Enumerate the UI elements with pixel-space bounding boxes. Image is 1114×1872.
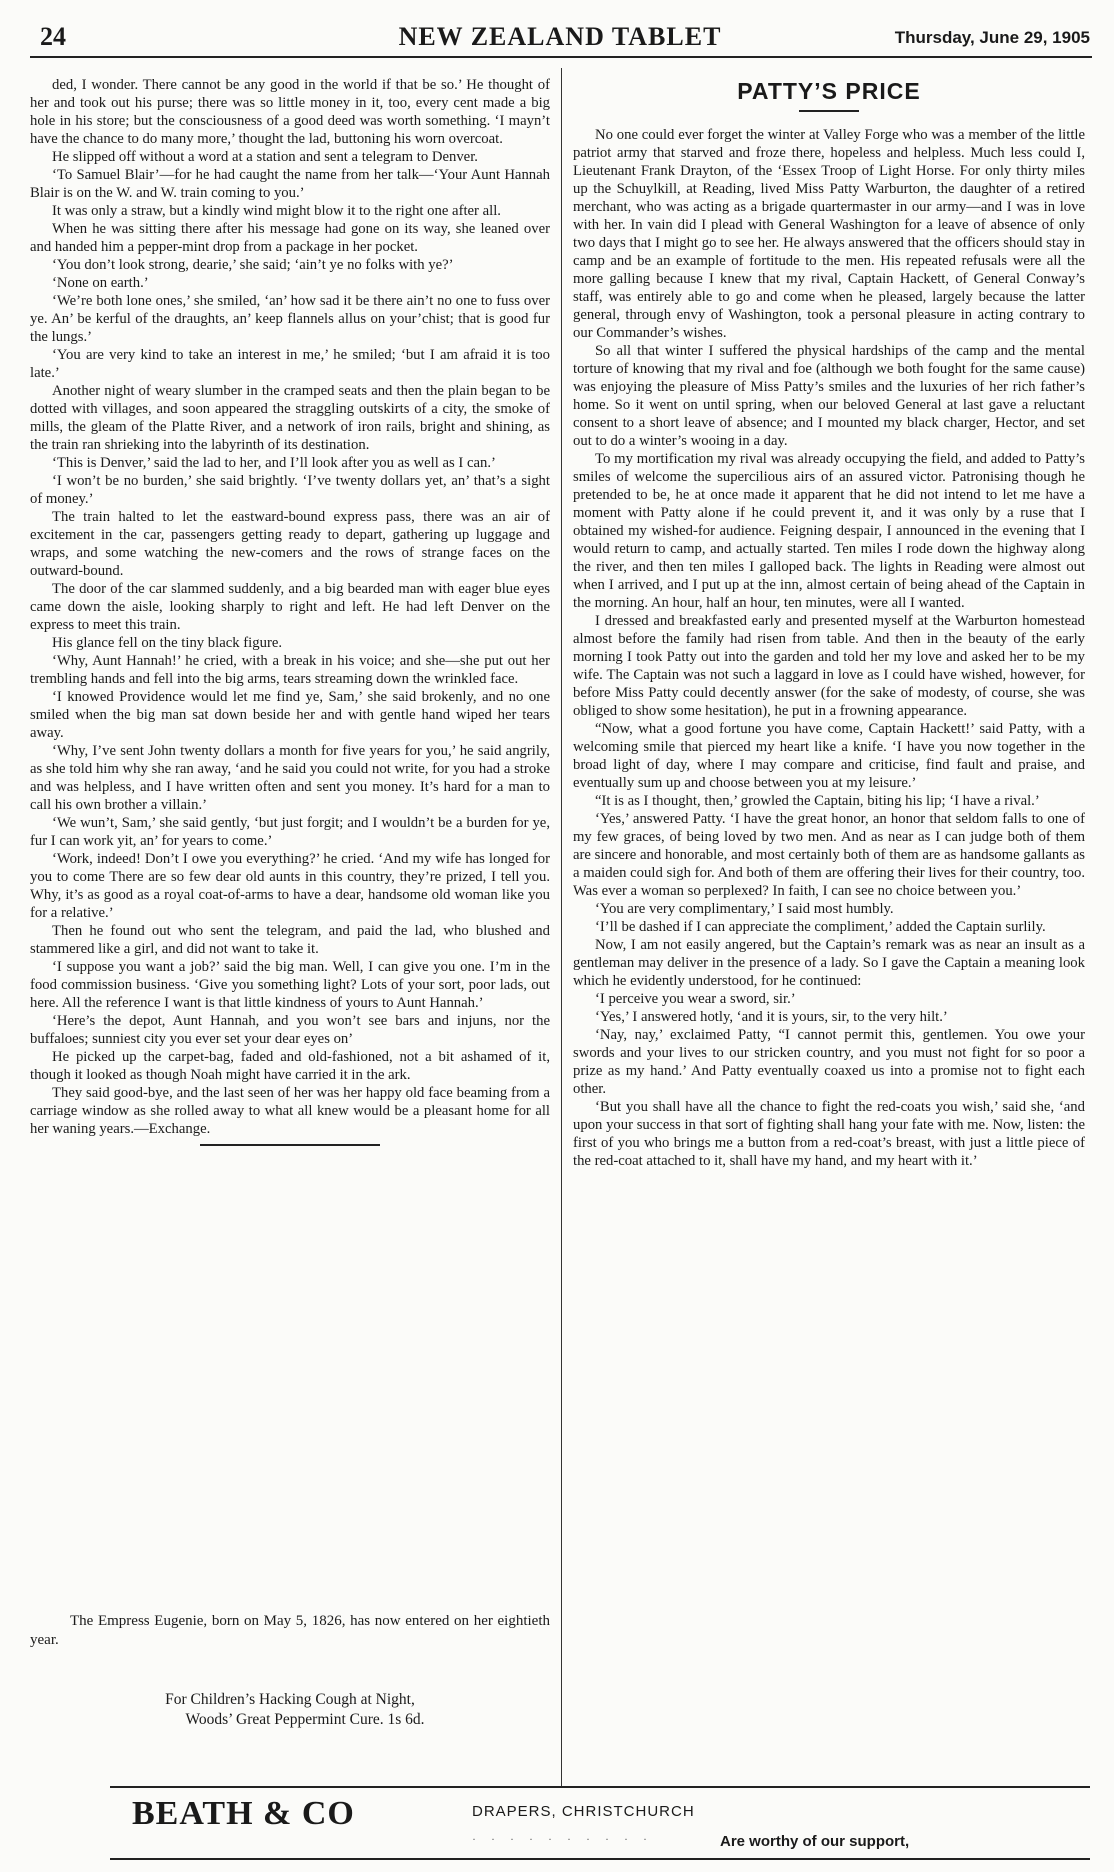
story-paragraph: ‘I won’t be no burden,’ she said brightly. ‘I’ve twenty dollars yet, an’ that’s a sight of money.’ — [30, 473, 550, 507]
issue-date: Thursday, June 29, 1905 — [894, 28, 1090, 47]
story-paragraph: The door of the car slammed suddenly, and a big bearded man with eager blue eyes came down the aisle, looking sharply to right and left. He had left Denver on the express to meet this train. — [30, 581, 550, 633]
story-paragraph: It was only a straw, but a kindly wind might blow it to the right one after all. — [52, 203, 501, 219]
advert-line-1: For Children’s Hacking Cough at Night, — [165, 1691, 415, 1708]
story-paragraph: ‘Here’s the depot, Aunt Hannah, and you won’t see bars and injuns, nor the buffaloes; sunniest city you ever set your dear eyes on’ — [30, 1013, 550, 1047]
story-paragraph: To my mortification my rival was already occupying the field, and added to Patty’s smiles of welcome the supercilious airs of an assured victor. Patronising though he pretended to be, he at once made it apparent that he did not intend to let me have a moment with Patty alone if he could prevent it, and it was only by a ruse that I obtained my wished-for audience. Feigning despair, I announced in the evening that I would return to camp, and actually started. Ten miles I rode down the highway along the river, and then ten miles I galloped back. The lights in Reading were almost out when I arrived, and I put up at the inn, almost certain of being ahead of the Captain in the morning. An hour, half an hour, ten minutes, were all I wanted. — [573, 451, 1085, 611]
advert-dots: · · · · · · · · · · — [472, 1832, 653, 1846]
story-paragraph: ‘Nay, nay,’ exclaimed Patty, “I cannot permit this, gentlemen. You owe your swords and your lives to our stricken country, and you must not fight for so poor a prize as my hand.’ And Patty eventually coaxed us into a promise not to fight each other. — [573, 1027, 1085, 1097]
story-paragraph: I dressed and breakfasted early and presented myself at the Warburton homestead almost before the family had risen from table. And then in the beauty of the early morning I took Patty out into the garden and told her my love and asked her to be my wife. The Captain was not such a laggard in love as I could have wished, however, for before Miss Patty could decently answer (for the sake of modesty, of course, she was obliged to show some hesitation), he put in a frowning appearance. — [573, 613, 1085, 719]
advert-top-rule — [110, 1786, 1090, 1788]
right-story-body — [573, 126, 1085, 1170]
page-number: 24 — [40, 22, 66, 51]
cough-cure-advert — [30, 1690, 550, 1730]
story-paragraph: “Now, what a good fortune you have come, Captain Hackett!’ said Patty, with a welcoming smile that pierced my heart like a knife. ‘I have you now together in the broad light of day, where I may compare and criticise, find fault and praise, and eventually sum up and choose between you at my leisure.’ — [573, 721, 1085, 791]
advert-location: DRAPERS, CHRISTCHURCH — [472, 1803, 695, 1820]
advert-brand: BEATH & CO — [132, 1795, 355, 1832]
story-paragraph: ‘Why, Aunt Hannah!’ he cried, with a break in his voice; and she—she put out her trembling hands and fell into the big arms, tears streaming down the wrinkled face. — [30, 653, 550, 687]
column-divider — [561, 68, 562, 1788]
left-column — [30, 76, 550, 1596]
story-paragraph: His glance fell on the tiny black figure. — [52, 635, 283, 651]
story-paragraph: ‘You are very complimentary,’ I said most humbly. — [595, 901, 894, 917]
story-paragraph: ‘This is Denver,’ said the lad to her, and I’ll look after you as well as I can.’ — [52, 455, 496, 471]
story-title: PATTY’S PRICE — [737, 78, 921, 104]
story-paragraph: He picked up the carpet-bag, faded and old-fashioned, not a bit ashamed of it, though it looked as though Noah might have carried it in the ark. — [30, 1049, 550, 1083]
title-rule — [799, 110, 859, 112]
story-paragraph: ‘Yes,’ answered Patty. ‘I have the great honor, an honor that seldom falls to one of my few graces, of being loved by two men. And as near as I can judge both of them are sincere and honorable, and most certainly both of them are as handsome gallants as a maiden could sigh for. And both of them are offering their lives for their country, too. Was ever a woman so perplexed? In faith, I can see no choice between you.’ — [573, 811, 1085, 899]
story-paragraph: He slipped off without a word at a station and sent a telegram to Denver. — [52, 149, 478, 165]
advert-line-2: Woods’ Great Peppermint Cure. 1s 6d. — [185, 1711, 425, 1728]
story-paragraph: ‘I perceive you wear a sword, sir.’ — [595, 991, 796, 1007]
left-story-body — [30, 76, 550, 1138]
news-note — [30, 1612, 550, 1650]
page-header — [30, 22, 1090, 54]
advert-bottom-rule — [110, 1858, 1090, 1860]
story-paragraph: Now, I am not easily angered, but the Captain’s remark was as near an insult as a gentleman may deliver in the presence of a lady. So I gave the Captain a meaning look which he evidently understood, for he continued: — [573, 937, 1085, 989]
story-paragraph: ‘Yes,’ I answered hotly, ‘and it is yours, sir, to the very hilt.’ — [595, 1009, 948, 1025]
story-paragraph: ‘We’re both lone ones,’ she smiled, ‘an’ how sad it be there ain’t no one to fuss over ye. An’ be kerful of the draughts, an’ keep flannels allus on your’chist; that is good fur the lungs.’ — [30, 293, 550, 345]
story-paragraph: ‘You are very kind to take an interest in me,’ he smiled; ‘but I am afraid it is too late.’ — [30, 347, 550, 381]
right-column — [573, 76, 1085, 1772]
newspaper-title: NEW ZEALAND TABLET — [398, 22, 722, 51]
story-paragraph: ‘I suppose you want a job?’ said the big man. Well, I can give you one. I’m in the food commission business. ‘Give you something light? Lots of your sort, poor lads, out here. All the reference I want is that little kindness of yours to Aunt Hannah.’ — [30, 959, 550, 1011]
header-rule — [30, 56, 1092, 58]
story-paragraph: They said good-bye, and the last seen of her was her happy old face beaming from a carriage window as she rolled away to what all knew would be a pleasant home for all her waning years.—Exchange. — [30, 1085, 550, 1137]
story-paragraph: ‘You don’t look strong, dearie,’ she said; ‘ain’t ye no folks with ye?’ — [52, 257, 454, 273]
story-paragraph: Another night of weary slumber in the cramped seats and then the plain began to be dotted with villages, and soon appeared the straggling outskirts of a city, the smoke of mills, the gleam of the Platte River, and a network of iron rails, bright and shining, as the train ran shrieking into the labyrinth of its destination. — [30, 383, 550, 453]
story-paragraph: ‘To Samuel Blair’—for he had caught the name from her talk—‘Your Aunt Hannah Blair is on the W. and W. train coming to you.’ — [30, 167, 550, 201]
story-paragraph: ‘Why, I’ve sent John twenty dollars a month for five years for you,’ he said angrily, as she told him why she ran away, ‘and he said you could not write, for you had a stroke and was helpless, and I have written often and sent you money. It’s hard for a man to call his own brother a villain.’ — [30, 743, 550, 813]
story-paragraph: ‘I knowed Providence would let me find ye, Sam,’ she said brokenly, and no one smiled when the big man sat down beside her and with gentle hand wiped her tears away. — [30, 689, 550, 741]
story-paragraph: So all that winter I suffered the physical hardships of the camp and the mental torture of knowing that my rival and foe (although we both fought for the same cause) was enjoying the pleasure of Miss Patty’s smiles and the luxuries of her rich father’s home. So it went on until spring, when our beloved General at last gave a reluctant consent to a short leave of absence; and I mounted my black charger, Hector, and set out to do a winter’s wooing in a day. — [573, 343, 1085, 449]
story-paragraph: ‘None on earth.’ — [52, 275, 149, 291]
story-paragraph: “It is as I thought, then,’ growled the Captain, biting his lip; ‘I have a rival.’ — [595, 793, 1040, 809]
story-end-rule — [200, 1144, 380, 1146]
story-paragraph: ded, I wonder. There cannot be any good in the world if that be so.’ He thought of her and took out his purse; there was so little money in it, too, every cent made a big hole in his store; but the consciousness of a good deed was worth something. ‘I mayn’t have the chance to do many more,’ thought the lad, buttoning his worn overcoat. — [30, 77, 550, 147]
story-paragraph: When he was sitting there after his message had gone on its way, she leaned over and handed him a pepper-mint drop from a package in her pocket. — [30, 221, 550, 255]
story-paragraph: ‘But you shall have all the chance to fight the red-coats you wish,’ said she, ‘and upon your success in that sort of fighting shall hang your fate with me. Now, listen: the first of you who brings me a button from a red-coat’s breast, with just a little piece of the red-coat attached to it, shall have my hand, and my heart with it.’ — [573, 1099, 1085, 1169]
story-paragraph: ‘We wun’t, Sam,’ she said gently, ‘but just forgit; and I wouldn’t be a burden for ye, fur I can work yit, an’ for years to come.’ — [30, 815, 550, 849]
story-paragraph: The train halted to let the eastward-bound express pass, there was an air of excitement in the car, passengers getting ready to depart, gathering up luggage and wraps, and some watching the new-comers and the rows of strange faces on the outward-bound. — [30, 509, 550, 579]
story-paragraph: ‘I’ll be dashed if I can appreciate the compliment,’ added the Captain surlily. — [595, 919, 1046, 935]
story-paragraph: ‘Work, indeed! Don’t I owe you everything?’ he cried. ‘And my wife has longed for you to come There are so few dear old aunts in this country, they’re prized, I tell you. Why, it’s as good as a royal coat-of-arms to have a dear, handsome old woman like you for a relative.’ — [30, 851, 550, 921]
story-paragraph: Then he found out who sent the telegram, and paid the lad, who blushed and stammered like a girl, and did not want to take it. — [30, 923, 550, 957]
advert-slogan: Are worthy of our support, — [720, 1833, 910, 1850]
story-paragraph: No one could ever forget the winter at Valley Forge who was a member of the little patriot army that starved and froze there, hopeless and helpless. Much less could I, Lieutenant Frank Drayton, of the ‘Essex Troop of Light Horse. For only thirty miles up the Schuylkill, at Reading, lived Miss Patty Warburton, the daughter of a retired merchant, who was acting as a brigade quartermaster in our army—and I was in love with her. In vain did I plead with General Washington for a leave of absence of only two days that I might go to see her. He always answered that the officers should stay in camp and be an example of fortitude to the men. His repeated refusals were all the more galling because I knew that my rival, Captain Hackett, of General Conway’s staff, was entirely able to go and come when he pleased, largely because the latter general, through envy of Washington, took a personal pleasure in acting contrary to our Commander’s wishes. — [573, 127, 1085, 341]
empress-note: The Empress Eugenie, born on May 5, 1826, has now entered on her eightieth year. — [30, 1613, 550, 1648]
